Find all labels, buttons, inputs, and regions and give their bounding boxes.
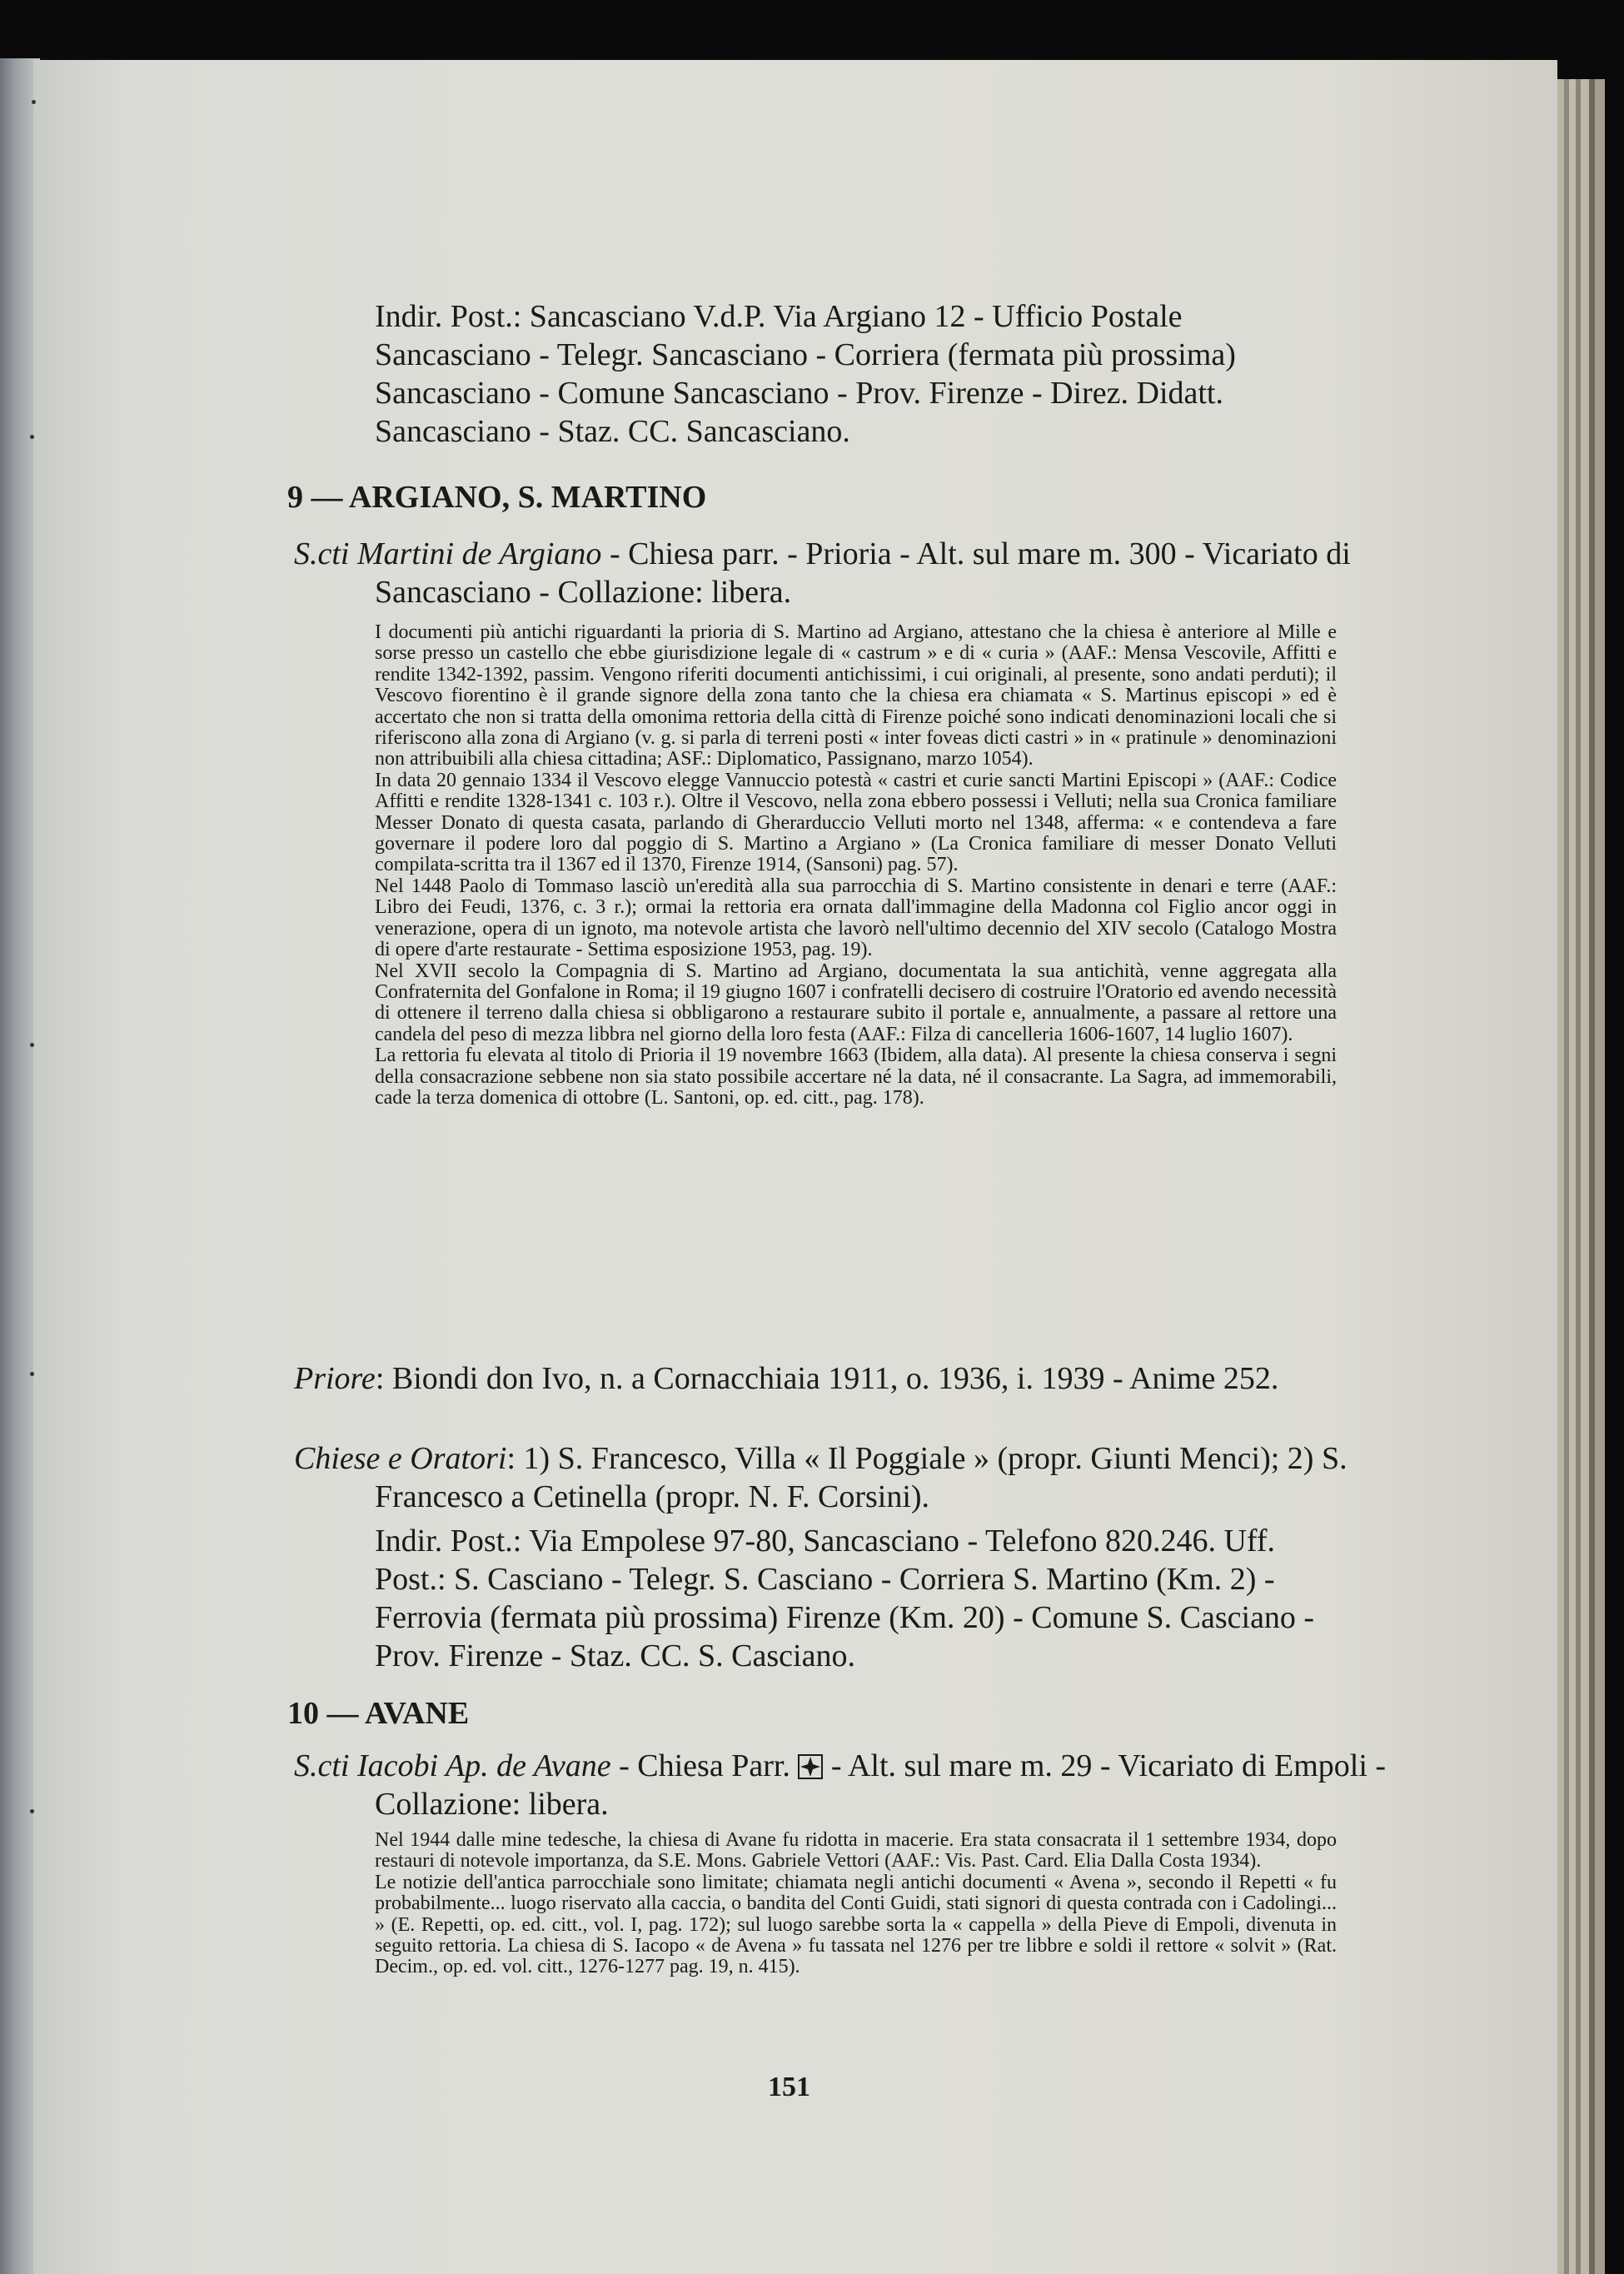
note-paragraph: Nel 1944 dalle mine tedesche, la chiesa di Avane fu ridotta in macerie. Era stata consacrata il 1 settembre 1934, dopo restauri di notevole importanza, da S.E. Mons. Gabriele Vettori (AAF.: Vis. Past. Card. Elia Dalla Costa 1934).: [375, 1829, 1337, 1873]
latin-name: S.cti Iacobi Ap. de Avane: [294, 1748, 611, 1783]
book-page: [33, 60, 1557, 2274]
address-line: Indir. Post.: Sancasciano V.d.P. Via Argiano 12 - Ufficio Postale: [375, 299, 1183, 334]
intro-text-a: - Chiesa Parr.: [610, 1748, 799, 1783]
intro-text-b: - Alt. sul mare m. 29 - Vicariato di Empoli - Collazione: libera.: [375, 1748, 1387, 1822]
page-stack-edge: [1595, 79, 1605, 2274]
cross-pattee-icon: [798, 1754, 823, 1779]
intro-text: - Chiesa parr. - Prioria - Alt. sul mare m. 300 - Vicariato di Sancasciano - Collazione: libera.: [375, 536, 1351, 610]
note-paragraph: Le notizie dell'antica parrocchiale sono limitate; chiamata negli antichi documenti « Avena », secondo il Repetti « fu probabilmente... luogo riservato alla caccia, o bandita del Conti Guidi, stati signori di questa contrada con i Cadolingi... » (E. Repetti, op. ed. citt., vol. I, pag. 172); sul luogo sarebbe sorta la « cappella » della Pieve di Empoli, divenuta in seguito rettoria. La chiesa di S. Iacopo « de Avena » fu tassata nel 1276 per tre libbre e soldi il rettore « solvit » (Rat. Decim., op. ed. vol. citt., 1276-1277 pag. 19, n. 415).: [375, 1871, 1337, 1978]
entry-10-notes: [375, 1830, 1337, 1978]
note-paragraph: Nel XVII secolo la Compagnia di S. Martino ad Argiano, documentata la sua antichità, venne aggregata alla Confraternita del Gonfalone in Roma; il 19 giugno 1607 i confratelli decisero di costruire l'Oratorio ed avendo necessità di ottenere il terreno dalla chiesa si obbligarono a restaurare subito il portale e, annualmente, a passare al rettore una candela del peso di mezza libbra nel giorno della loro festa (AAF.: Filza di cancelleria 1606-1607, 14 luglio 1607).: [375, 960, 1337, 1045]
chiese-line: [294, 1439, 1426, 1516]
entry-9-address: Indir. Post.: Via Empolese 97-80, Sancasciano - Telefono 820.246. Uff. Post.: S. Casciano - Telegr. S. Casciano - Corriera S. Martino (Km. 2) - Ferrovia (fermata più prossima) Firenze (Km. 20) - Comune S. Casciano - Prov. Firenze - Staz. CC. S. Casciano.: [375, 1523, 1315, 1673]
page-number: 151: [768, 2072, 810, 2102]
address-line: Sancasciano - Comune Sancasciano - Prov. Firenze - Direz. Didatt.: [375, 376, 1223, 411]
entry-9-notes: [375, 622, 1337, 1109]
note-paragraph: I documenti più antichi riguardanti la prioria di S. Martino ad Argiano, attestano che la chiesa è anteriore al Mille e sorse presso un castello che ebbe giurisdizione legale di « castrum » e di « curia » (AAF.: Mensa Vescovile, Affitti e rendite 1342-1392, passim. Vengono riferiti documenti antichissimi, i cui originali, al presente, sono andati perduti); il Vescovo fiorentino è il grande signore della zona tanto che la chiesa era chiamata « S. Martinus episcopi » ed è accertato che non si tratta della omonima rettoria della città di Firenze poiché sono indicati denominazioni locali che si riferiscono alla zona di Argiano (v. g. si parla di terreni posti « inter foveas dicti castri » in « pratinule » denominazioni non attribuibili alla chiesa cittadina; ASF.: Diplomatico, Passignano, marzo 1054).: [375, 621, 1337, 770]
note-paragraph: La rettoria fu elevata al titolo di Prioria il 19 novembre 1663 (Ibidem, alla data). Al presente la chiesa conserva i segni della consacrazione sebbene non sia stato possibile accertare né la data, né il consacrante. La Sagra, ad immemorabili, cade la terza domenica di ottobre (L. Santoni, op. ed. citt., pag. 178).: [375, 1045, 1337, 1109]
priore-line: [294, 1359, 1426, 1398]
address-line: Sancasciano - Telegr. Sancasciano - Corriera (fermata più prossima): [375, 337, 1236, 372]
top-address-block: [375, 297, 1341, 451]
note-paragraph: In data 20 gennaio 1334 il Vescovo elegge Vannuccio potestà « castri et curie sancti Martini Episcopi » (AAF.: Codice Affitti e rendite 1328-1341 c. 103 r.). Oltre il Vescovo, nella zona ebbero possessi i Velluti; nella sua Cronica familiare Messer Donato di questa casata, parlando di Gherarduccio Velluti morto nel 1348, afferma: « e contendeva a fare governare il podere loro dal poggio di S. Martino a Argiano » (La Cronica familiare di messer Donato Velluti compilata-scritta tra il 1367 ed il 1370, Firenze 1914, (Sansoni) pag. 57).: [375, 769, 1337, 876]
chiese-label: Chiese e Oratori: [294, 1441, 507, 1476]
latin-name: S.cti Martini de Argiano: [294, 536, 602, 571]
entry-10-intro: [294, 1747, 1426, 1823]
page-stack-edge: [1569, 79, 1576, 2274]
priore-text: : Biondi don Ivo, n. a Cornacchiaia 1911, o. 1936, i. 1939 - Anime 252.: [375, 1361, 1279, 1396]
entry-heading-10: 10 — AVANE: [287, 1696, 470, 1731]
page-stack-edge: [1589, 79, 1595, 2274]
note-paragraph: Nel 1448 Paolo di Tommaso lasciò un'eredità alla sua parrocchia di S. Martino consistente in denari e terre (AAF.: Libro dei Feudi, 1376, c. 3 r.); ormai la rettoria era ornata dall'immagine della Madonna col Figlio ancor oggi in venerazione, opera di un ignoto, ma notevole artista che lavorò nell'ultimo decennio del XIV secolo (Catalogo Mostra di opere d'arte restaurate - Settima esposizione 1953, pag. 19).: [375, 875, 1337, 961]
chiese-text: : 1) S. Francesco, Villa « Il Poggiale » (propr. Giunti Menci); 2) S. Francesco a Cetinella (propr. N. F. Corsini).: [375, 1441, 1348, 1514]
priore-label: Priore: [294, 1361, 376, 1396]
page-stack-edge: [1581, 79, 1589, 2274]
entry-heading-9: 9 — ARGIANO, S. MARTINO: [287, 480, 707, 515]
entry-9-intro: [294, 535, 1426, 611]
address-line: Sancasciano - Staz. CC. Sancasciano.: [375, 414, 850, 449]
